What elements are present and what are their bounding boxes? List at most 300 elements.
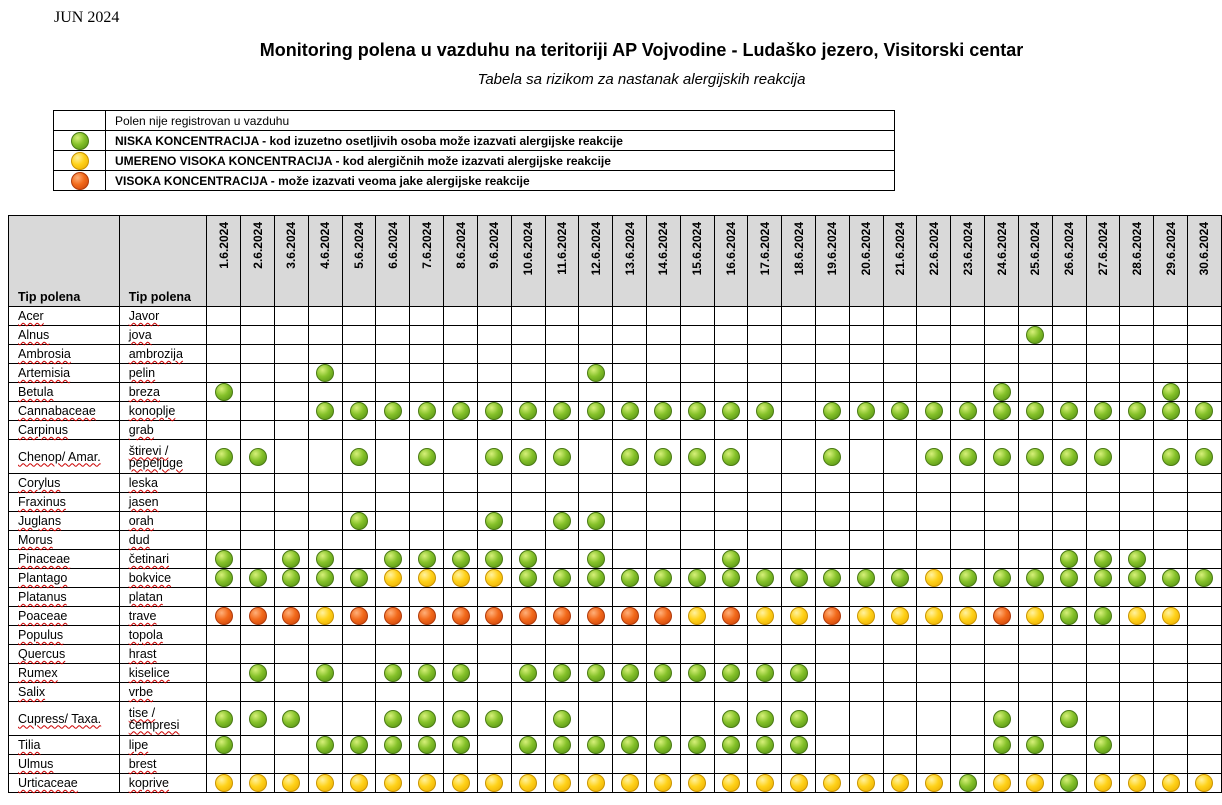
date-label: 7.6.2024 [419, 222, 434, 269]
pollen-local-text: Javor [128, 309, 160, 323]
risk-cell [545, 402, 579, 421]
risk-cell [1120, 626, 1154, 645]
concentration-dot-icon [519, 607, 537, 625]
table-row [9, 364, 1222, 383]
risk-cell [1018, 364, 1052, 383]
legend-text [106, 131, 895, 151]
concentration-dot-icon [621, 736, 639, 754]
risk-cell [951, 364, 985, 383]
risk-cell [579, 493, 613, 512]
risk-cell [477, 645, 511, 664]
risk-cell [444, 774, 478, 793]
risk-cell [917, 440, 951, 474]
risk-cell [1018, 550, 1052, 569]
concentration-dot-icon [857, 607, 875, 625]
risk-cell [207, 364, 241, 383]
risk-cell [816, 474, 850, 493]
risk-cell [883, 569, 917, 588]
risk-cell [985, 531, 1019, 550]
concentration-dot-icon [1060, 402, 1078, 420]
pollen-local-text: brest [128, 757, 157, 771]
risk-cell [748, 755, 782, 774]
concentration-dot-icon [215, 774, 233, 792]
concentration-dot-icon [553, 607, 571, 625]
risk-cell [477, 326, 511, 345]
risk-cell [579, 664, 613, 683]
pollen-latin-text: Chenop/ Amar. [18, 449, 101, 464]
pollen-latin-text: Corylus [18, 476, 61, 490]
risk-cell [241, 550, 275, 569]
risk-cell [444, 493, 478, 512]
concentration-dot-icon [722, 710, 740, 728]
risk-cell [241, 402, 275, 421]
risk-cell [444, 307, 478, 326]
risk-cell [511, 531, 545, 550]
risk-cell [849, 569, 883, 588]
date-label: 16.6.2024 [724, 222, 739, 276]
risk-cell [444, 550, 478, 569]
risk-cell [951, 383, 985, 402]
risk-cell [410, 474, 444, 493]
risk-cell [275, 736, 309, 755]
pollen-local-text: četinari [128, 552, 170, 566]
risk-cell [816, 607, 850, 626]
risk-cell [849, 440, 883, 474]
concentration-dot-icon [418, 402, 436, 420]
date-header [985, 216, 1019, 307]
pollen-local-name [119, 702, 207, 736]
pollen-latin-text: Tilia [18, 738, 41, 752]
risk-cell [308, 683, 342, 702]
concentration-dot-icon [350, 569, 368, 587]
risk-cell [410, 645, 444, 664]
date-label: 2.6.2024 [250, 222, 265, 269]
risk-cell [477, 345, 511, 364]
risk-cell [782, 531, 816, 550]
table-row [9, 531, 1222, 550]
risk-cell [951, 421, 985, 440]
pollen-local-text: koprive [128, 776, 170, 790]
risk-cell [477, 307, 511, 326]
pollen-local-text: ambrozija [128, 347, 183, 361]
risk-cell [951, 626, 985, 645]
risk-cell [1018, 512, 1052, 531]
concentration-dot-icon [452, 774, 470, 792]
risk-cell [444, 512, 478, 531]
pollen-latin-name [9, 402, 120, 421]
concentration-dot-icon [1195, 402, 1213, 420]
risk-cell [342, 736, 376, 755]
concentration-dot-icon [249, 569, 267, 587]
risk-cell [275, 664, 309, 683]
risk-cell [646, 364, 680, 383]
risk-cell [985, 421, 1019, 440]
risk-cell [849, 345, 883, 364]
risk-cell [714, 383, 748, 402]
risk-cell [410, 402, 444, 421]
risk-cell [613, 421, 647, 440]
concentration-dot-icon [519, 774, 537, 792]
table-row [9, 626, 1222, 645]
risk-cell [646, 755, 680, 774]
concentration-dot-icon [857, 402, 875, 420]
concentration-dot-icon [384, 402, 402, 420]
risk-cell [1187, 550, 1221, 569]
risk-cell [579, 440, 613, 474]
risk-cell [376, 307, 410, 326]
concentration-dot-icon [316, 664, 334, 682]
risk-cell [782, 607, 816, 626]
risk-cell [376, 474, 410, 493]
risk-cell [816, 440, 850, 474]
legend-level-label: NISKA KONCENTRACIJA [115, 133, 259, 148]
date-header [849, 216, 883, 307]
concentration-dot-icon [249, 664, 267, 682]
risk-cell [275, 307, 309, 326]
risk-cell [207, 493, 241, 512]
risk-cell [308, 512, 342, 531]
risk-cell [816, 421, 850, 440]
concentration-dot-icon [350, 512, 368, 530]
risk-cell [275, 402, 309, 421]
concentration-dot-icon [688, 607, 706, 625]
concentration-dot-icon [1060, 774, 1078, 792]
risk-cell [680, 683, 714, 702]
risk-cell [1120, 421, 1154, 440]
risk-cell [1187, 493, 1221, 512]
concentration-dot-icon [71, 132, 89, 150]
concentration-dot-icon [621, 569, 639, 587]
risk-cell [714, 474, 748, 493]
risk-cell [275, 440, 309, 474]
risk-cell [1086, 326, 1120, 345]
risk-cell [1187, 645, 1221, 664]
risk-cell [951, 440, 985, 474]
risk-cell [241, 474, 275, 493]
date-header [917, 216, 951, 307]
risk-cell [511, 402, 545, 421]
date-header [477, 216, 511, 307]
pollen-local-text: lipe [128, 738, 149, 752]
pollen-latin-text: Alnus [18, 328, 50, 342]
date-label: 22.6.2024 [926, 222, 941, 276]
risk-cell [748, 550, 782, 569]
concentration-dot-icon [587, 550, 605, 568]
risk-cell [342, 402, 376, 421]
risk-cell [985, 307, 1019, 326]
risk-cell [1086, 421, 1120, 440]
risk-cell [646, 493, 680, 512]
pollen-latin-name [9, 383, 120, 402]
risk-cell [241, 664, 275, 683]
concentration-dot-icon [823, 607, 841, 625]
risk-cell [985, 402, 1019, 421]
risk-cell [680, 440, 714, 474]
concentration-dot-icon [587, 774, 605, 792]
risk-cell [545, 512, 579, 531]
risk-cell [680, 702, 714, 736]
risk-cell [545, 736, 579, 755]
risk-cell [951, 493, 985, 512]
risk-cell [579, 774, 613, 793]
concentration-dot-icon [316, 569, 334, 587]
risk-cell [275, 588, 309, 607]
pollen-latin-text: Ambrosia [18, 347, 71, 361]
date-label: 1.6.2024 [216, 222, 231, 269]
risk-cell [410, 683, 444, 702]
risk-cell [849, 550, 883, 569]
pollen-latin-text: Cannabaceae [18, 404, 96, 418]
date-header [1086, 216, 1120, 307]
risk-cell [816, 588, 850, 607]
concentration-dot-icon [71, 172, 89, 190]
risk-cell [985, 645, 1019, 664]
risk-cell [951, 702, 985, 736]
concentration-dot-icon [485, 774, 503, 792]
concentration-dot-icon [587, 364, 605, 382]
risk-cell [1187, 588, 1221, 607]
risk-cell [275, 531, 309, 550]
pollen-latin-name [9, 569, 120, 588]
concentration-dot-icon [215, 569, 233, 587]
date-label: 3.6.2024 [284, 222, 299, 269]
risk-cell [1052, 383, 1086, 402]
pollen-local-text: jova [128, 328, 152, 342]
risk-cell [477, 736, 511, 755]
risk-cell [410, 345, 444, 364]
date-label: 27.6.2024 [1095, 222, 1110, 276]
pollen-latin-text: Quercus [18, 647, 66, 661]
risk-cell [511, 345, 545, 364]
risk-cell [241, 421, 275, 440]
risk-cell [241, 326, 275, 345]
date-label: 12.6.2024 [588, 222, 603, 276]
pollen-local-name [119, 550, 207, 569]
risk-cell [241, 736, 275, 755]
risk-cell [849, 531, 883, 550]
concentration-dot-icon [1162, 448, 1180, 466]
risk-cell [241, 440, 275, 474]
risk-cell [849, 645, 883, 664]
concentration-dot-icon [1162, 383, 1180, 401]
risk-cell [782, 645, 816, 664]
risk-cell [342, 474, 376, 493]
risk-cell [680, 531, 714, 550]
risk-cell [241, 755, 275, 774]
date-header [1154, 216, 1188, 307]
risk-cell [444, 645, 478, 664]
risk-cell [1018, 569, 1052, 588]
concentration-dot-icon [215, 710, 233, 728]
risk-cell [342, 607, 376, 626]
risk-cell [308, 364, 342, 383]
date-header [680, 216, 714, 307]
pollen-latin-name [9, 588, 120, 607]
risk-cell [444, 569, 478, 588]
risk-cell [816, 626, 850, 645]
concentration-dot-icon [316, 364, 334, 382]
table-row [9, 755, 1222, 774]
concentration-dot-icon [1094, 569, 1112, 587]
risk-cell [1154, 569, 1188, 588]
risk-cell [849, 364, 883, 383]
concentration-dot-icon [621, 607, 639, 625]
risk-cell [748, 326, 782, 345]
risk-cell [241, 683, 275, 702]
concentration-dot-icon [71, 152, 89, 170]
legend-description: Polen nije registrovan u vazduhu [115, 113, 290, 128]
risk-cell [342, 383, 376, 402]
pollen-risk-table [8, 215, 1222, 793]
risk-cell [782, 493, 816, 512]
concentration-dot-icon [1162, 607, 1180, 625]
pollen-local-name [119, 607, 207, 626]
concentration-dot-icon [587, 607, 605, 625]
risk-cell [646, 569, 680, 588]
concentration-dot-icon [282, 569, 300, 587]
risk-cell [410, 588, 444, 607]
risk-cell [613, 383, 647, 402]
risk-cell [342, 531, 376, 550]
date-header [579, 216, 613, 307]
risk-cell [579, 307, 613, 326]
table-row [9, 421, 1222, 440]
risk-cell [1187, 736, 1221, 755]
risk-cell [342, 493, 376, 512]
date-label: 19.6.2024 [825, 222, 840, 276]
concentration-dot-icon [384, 569, 402, 587]
risk-cell [714, 607, 748, 626]
legend-row [54, 111, 895, 131]
concentration-dot-icon [1195, 774, 1213, 792]
concentration-dot-icon [621, 774, 639, 792]
risk-cell [714, 345, 748, 364]
risk-cell [444, 474, 478, 493]
risk-cell [951, 569, 985, 588]
risk-cell [816, 736, 850, 755]
concentration-dot-icon [959, 774, 977, 792]
risk-cell [883, 550, 917, 569]
risk-cell [917, 774, 951, 793]
risk-cell [646, 607, 680, 626]
risk-cell [1052, 626, 1086, 645]
risk-cell [782, 702, 816, 736]
pollen-latin-name [9, 326, 120, 345]
risk-cell [1018, 588, 1052, 607]
concentration-dot-icon [1094, 774, 1112, 792]
risk-cell [748, 736, 782, 755]
concentration-dot-icon [1060, 569, 1078, 587]
risk-cell [883, 402, 917, 421]
risk-cell [917, 736, 951, 755]
risk-cell [241, 307, 275, 326]
pollen-local-text: štirevi / pepeljuge [128, 443, 183, 470]
risk-cell [1187, 626, 1221, 645]
risk-cell [816, 512, 850, 531]
legend-text [106, 171, 895, 191]
risk-cell [849, 402, 883, 421]
risk-cell [545, 683, 579, 702]
concentration-dot-icon [993, 448, 1011, 466]
risk-cell [1086, 569, 1120, 588]
risk-cell [579, 569, 613, 588]
risk-cell [511, 493, 545, 512]
risk-cell [646, 421, 680, 440]
risk-cell [1154, 550, 1188, 569]
risk-cell [511, 736, 545, 755]
risk-cell [444, 626, 478, 645]
date-header [1120, 216, 1154, 307]
concentration-dot-icon [688, 774, 706, 792]
risk-cell [579, 531, 613, 550]
date-label: 21.6.2024 [893, 222, 908, 276]
risk-cell [917, 531, 951, 550]
risk-cell [1154, 512, 1188, 531]
date-header [241, 216, 275, 307]
risk-cell [376, 440, 410, 474]
risk-cell [613, 512, 647, 531]
risk-cell [1086, 664, 1120, 683]
date-label: 11.6.2024 [554, 222, 569, 275]
risk-cell [545, 664, 579, 683]
concentration-dot-icon [823, 569, 841, 587]
risk-cell [410, 664, 444, 683]
risk-cell [410, 493, 444, 512]
concentration-dot-icon [1094, 736, 1112, 754]
concentration-dot-icon [993, 607, 1011, 625]
concentration-dot-icon [756, 710, 774, 728]
risk-cell [782, 402, 816, 421]
risk-cell [951, 774, 985, 793]
risk-cell [342, 512, 376, 531]
risk-cell [545, 626, 579, 645]
pollen-local-name [119, 664, 207, 683]
risk-cell [207, 683, 241, 702]
risk-cell [1154, 421, 1188, 440]
risk-cell [1187, 383, 1221, 402]
risk-cell [883, 736, 917, 755]
risk-cell [782, 626, 816, 645]
risk-cell [985, 588, 1019, 607]
risk-cell [646, 588, 680, 607]
risk-cell [545, 326, 579, 345]
risk-cell [1086, 774, 1120, 793]
risk-cell [985, 383, 1019, 402]
risk-cell [1052, 326, 1086, 345]
risk-cell [1086, 307, 1120, 326]
risk-cell [207, 607, 241, 626]
concentration-dot-icon [1026, 607, 1044, 625]
pollen-latin-text: Poaceae [18, 609, 68, 623]
risk-cell [748, 702, 782, 736]
risk-cell [342, 421, 376, 440]
risk-cell [1052, 569, 1086, 588]
date-label: 17.6.2024 [757, 222, 772, 276]
concentration-dot-icon [519, 448, 537, 466]
risk-cell [308, 345, 342, 364]
pollen-local-name [119, 364, 207, 383]
risk-cell [579, 474, 613, 493]
risk-cell [883, 664, 917, 683]
concentration-dot-icon [485, 710, 503, 728]
concentration-dot-icon [722, 607, 740, 625]
risk-cell [1052, 531, 1086, 550]
concentration-dot-icon [1162, 774, 1180, 792]
date-header [308, 216, 342, 307]
risk-cell [545, 531, 579, 550]
risk-cell [1018, 702, 1052, 736]
risk-cell [1187, 345, 1221, 364]
